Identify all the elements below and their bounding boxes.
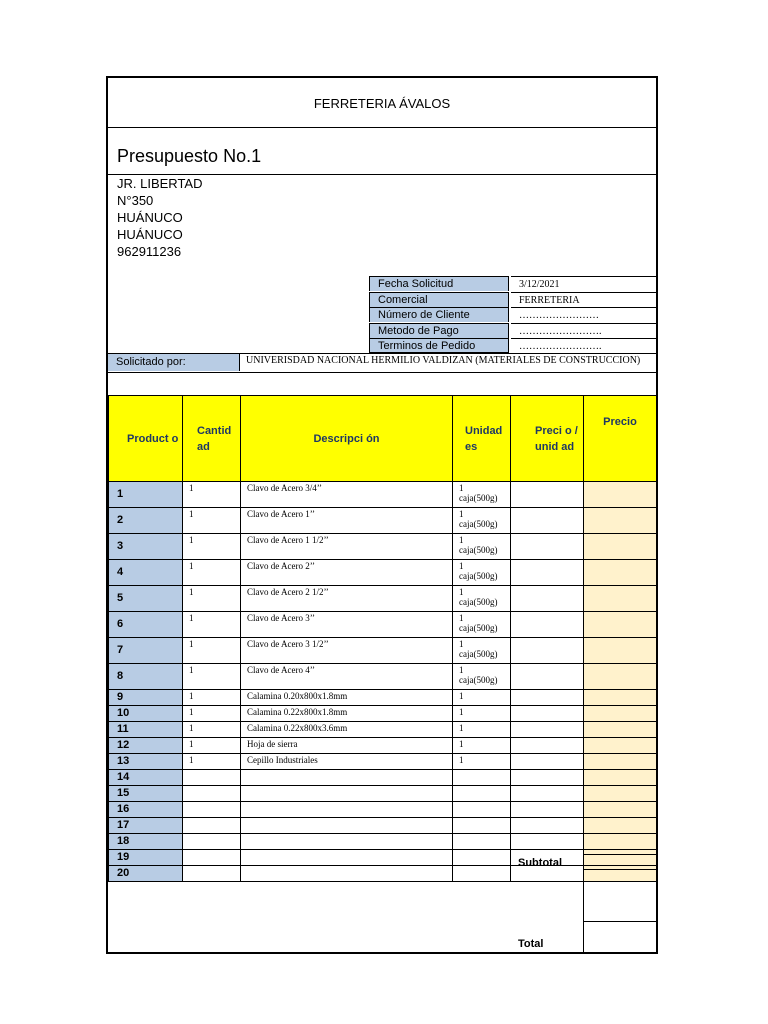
product-number-cell: 4	[109, 560, 183, 586]
requested-by-value: UNIVERISDAD NACIONAL HERMILIO VALDIZAN (MATERIALES DE CONSTRUCCION)	[246, 355, 641, 366]
table-row	[109, 866, 657, 882]
description-cell	[241, 834, 453, 850]
description-cell: Calamina 0.22x800x1.8mm	[241, 706, 453, 722]
units-quantity: 1	[459, 535, 464, 545]
column-header-price: Precio	[584, 396, 657, 482]
column-header-unit-price: Preci o / unid ad	[511, 396, 584, 482]
column-header-quantity: Cantid ad	[183, 396, 241, 482]
unit-price-cell	[511, 586, 584, 612]
quantity-cell	[183, 866, 241, 882]
info-row	[369, 276, 656, 292]
unit-price-cell	[511, 612, 584, 638]
units-cell	[453, 706, 511, 722]
price-cell	[584, 508, 657, 534]
units-cell	[453, 850, 511, 866]
price-cell	[584, 802, 657, 818]
units-cell	[453, 482, 511, 508]
table-row	[109, 770, 657, 786]
price-cell	[584, 482, 657, 508]
units-quantity: 1	[459, 483, 464, 493]
product-number-cell: 6	[109, 612, 183, 638]
table-row	[109, 508, 657, 534]
phone-number: 962911236	[117, 244, 182, 259]
divider	[108, 127, 656, 128]
info-row	[369, 307, 656, 323]
price-cell	[584, 722, 657, 738]
address-line: N°350	[117, 193, 154, 208]
description-cell: Cepillo Industriales	[241, 754, 453, 770]
table-row	[109, 738, 657, 754]
table-row	[109, 850, 657, 866]
unit-price-cell	[511, 706, 584, 722]
quantity-cell: 1	[183, 664, 241, 690]
quantity-cell	[183, 818, 241, 834]
table-row	[109, 818, 657, 834]
product-number-cell: 10	[109, 706, 183, 722]
tax-value-cell	[583, 869, 656, 922]
product-number-cell: 20	[109, 866, 183, 882]
price-cell	[584, 706, 657, 722]
column-header-product: Product o	[109, 396, 183, 482]
price-cell	[584, 534, 657, 560]
product-number-cell: 8	[109, 664, 183, 690]
description-cell	[241, 866, 453, 882]
table-row	[109, 722, 657, 738]
description-cell: Clavo de Acero 4’’	[241, 664, 453, 690]
quantity-cell: 1	[183, 482, 241, 508]
quantity-cell: 1	[183, 690, 241, 706]
unit-price-cell	[511, 738, 584, 754]
product-number-cell: 5	[109, 586, 183, 612]
quantity-cell	[183, 802, 241, 818]
quote-document	[106, 76, 658, 954]
units-quantity: 1	[459, 665, 464, 675]
unit-price-cell	[511, 508, 584, 534]
units-quantity: 1	[459, 587, 464, 597]
description-cell: Clavo de Acero 1’’	[241, 508, 453, 534]
info-label: Comercial	[369, 292, 509, 307]
quantity-cell	[183, 834, 241, 850]
description-cell: Clavo de Acero 3’’	[241, 612, 453, 638]
unit-price-cell	[511, 770, 584, 786]
unit-price-cell	[511, 534, 584, 560]
units-quantity: 1	[459, 739, 464, 749]
quote-title: Presupuesto No.1	[117, 146, 262, 166]
units-cell	[453, 802, 511, 818]
price-cell	[584, 664, 657, 690]
quantity-cell	[183, 786, 241, 802]
price-cell	[584, 560, 657, 586]
product-number-cell: 7	[109, 638, 183, 664]
unit-price-cell	[511, 786, 584, 802]
units-cell	[453, 560, 511, 586]
address-line: HUÁNUCO	[117, 210, 183, 225]
product-number-cell: 19	[109, 850, 183, 866]
units-package: caja(500g)	[459, 519, 498, 529]
address-line: JR. LIBERTAD	[117, 176, 203, 191]
price-cell	[584, 690, 657, 706]
units-package: caja(500g)	[459, 675, 498, 685]
quantity-cell: 1	[183, 560, 241, 586]
quantity-cell: 1	[183, 738, 241, 754]
table-row	[109, 638, 657, 664]
requested-by-label: Solicitado por:	[108, 354, 240, 371]
info-row	[369, 338, 656, 354]
info-label: Fecha Solicitud	[369, 276, 509, 291]
product-number-cell: 15	[109, 786, 183, 802]
unit-price-cell	[511, 754, 584, 770]
table-header-row	[109, 396, 657, 482]
units-quantity: 1	[459, 755, 464, 765]
product-number-cell: 9	[109, 690, 183, 706]
column-header-description: Descripci ón	[241, 396, 453, 482]
units-package: caja(500g)	[459, 597, 498, 607]
product-number-cell: 18	[109, 834, 183, 850]
price-cell	[584, 612, 657, 638]
quantity-cell: 1	[183, 754, 241, 770]
description-cell: Clavo de Acero 2’’	[241, 560, 453, 586]
price-cell	[584, 586, 657, 612]
table-row	[109, 664, 657, 690]
price-cell	[584, 770, 657, 786]
product-number-cell: 14	[109, 770, 183, 786]
unit-price-cell	[511, 818, 584, 834]
product-number-cell: 12	[109, 738, 183, 754]
product-number-cell: 16	[109, 802, 183, 818]
description-cell: Clavo de Acero 3 1/2’’	[241, 638, 453, 664]
units-package: caja(500g)	[459, 623, 498, 633]
units-package: caja(500g)	[459, 571, 498, 581]
units-quantity: 1	[459, 561, 464, 571]
description-cell	[241, 786, 453, 802]
price-cell	[584, 754, 657, 770]
table-row	[109, 612, 657, 638]
product-number-cell: 17	[109, 818, 183, 834]
info-value: …………………….	[511, 323, 657, 338]
quantity-cell: 1	[183, 612, 241, 638]
units-package: caja(500g)	[459, 545, 498, 555]
product-number-cell: 13	[109, 754, 183, 770]
table-row	[109, 834, 657, 850]
company-name: FERRETERIA ÁVALOS	[313, 96, 451, 111]
address-line: HUÁNUCO	[117, 227, 183, 242]
table-row	[109, 802, 657, 818]
description-cell: Calamina 0.20x800x1.8mm	[241, 690, 453, 706]
product-number-cell: 11	[109, 722, 183, 738]
requested-by-row	[108, 353, 656, 373]
units-cell	[453, 586, 511, 612]
units-cell	[453, 866, 511, 882]
price-cell	[584, 638, 657, 664]
info-label: Número de Cliente	[369, 307, 509, 322]
description-cell	[241, 802, 453, 818]
units-quantity: 1	[459, 691, 464, 701]
units-quantity: 1	[459, 509, 464, 519]
total-value-cell	[583, 921, 656, 952]
quantity-cell: 1	[183, 508, 241, 534]
table-row	[109, 706, 657, 722]
quantity-cell: 1	[183, 722, 241, 738]
info-value: FERRETERIA	[511, 292, 657, 307]
table-row	[109, 586, 657, 612]
quantity-cell	[183, 770, 241, 786]
product-number-cell: 1	[109, 482, 183, 508]
description-cell: Clavo de Acero 1 1/2’’	[241, 534, 453, 560]
info-value: …………………….	[511, 338, 657, 353]
units-quantity: 1	[459, 639, 464, 649]
table-row	[109, 560, 657, 586]
quantity-cell: 1	[183, 586, 241, 612]
units-cell	[453, 754, 511, 770]
description-cell: Clavo de Acero 2 1/2’’	[241, 586, 453, 612]
description-cell: Clavo de Acero 3/4’’	[241, 482, 453, 508]
quantity-cell	[183, 850, 241, 866]
unit-price-cell	[511, 482, 584, 508]
quantity-cell: 1	[183, 534, 241, 560]
description-cell: Hoja de sierra	[241, 738, 453, 754]
unit-price-cell	[511, 638, 584, 664]
items-table	[108, 395, 657, 882]
units-cell	[453, 612, 511, 638]
description-cell	[241, 850, 453, 866]
price-cell	[584, 818, 657, 834]
units-cell	[453, 770, 511, 786]
unit-price-cell	[511, 834, 584, 850]
product-number-cell: 2	[109, 508, 183, 534]
units-cell	[453, 834, 511, 850]
units-cell	[453, 786, 511, 802]
price-cell	[584, 834, 657, 850]
units-cell	[453, 664, 511, 690]
units-cell	[453, 690, 511, 706]
units-package: caja(500g)	[459, 493, 498, 503]
info-label: Terminos de Pedido	[369, 338, 509, 353]
units-cell	[453, 534, 511, 560]
units-quantity: 1	[459, 707, 464, 717]
description-cell: Calamina 0.22x800x3.6mm	[241, 722, 453, 738]
price-cell	[584, 786, 657, 802]
table-row	[109, 754, 657, 770]
info-value: 3/12/2021	[511, 276, 657, 291]
info-row	[369, 323, 656, 339]
total-label: Total	[518, 938, 544, 950]
units-cell	[453, 638, 511, 664]
subtotal-value-cell	[583, 854, 656, 870]
units-package: caja(500g)	[459, 649, 498, 659]
table-row	[109, 690, 657, 706]
table-row	[109, 786, 657, 802]
info-table	[369, 276, 656, 354]
unit-price-cell	[511, 664, 584, 690]
units-cell	[453, 818, 511, 834]
product-number-cell: 3	[109, 534, 183, 560]
unit-price-cell	[511, 690, 584, 706]
unit-price-cell	[511, 722, 584, 738]
unit-price-cell	[511, 802, 584, 818]
units-cell	[453, 738, 511, 754]
description-cell	[241, 770, 453, 786]
info-value: ……………………	[511, 307, 657, 322]
info-row	[369, 292, 656, 308]
units-quantity: 1	[459, 613, 464, 623]
column-header-units: Unidad es	[453, 396, 511, 482]
subtotal-label: Subtotal	[518, 857, 562, 869]
description-cell	[241, 818, 453, 834]
quantity-cell: 1	[183, 706, 241, 722]
table-row	[109, 534, 657, 560]
units-cell	[453, 508, 511, 534]
unit-price-cell	[511, 560, 584, 586]
price-cell	[584, 738, 657, 754]
table-row	[109, 482, 657, 508]
units-cell	[453, 722, 511, 738]
quantity-cell: 1	[183, 638, 241, 664]
units-quantity: 1	[459, 723, 464, 733]
info-label: Metodo de Pago	[369, 323, 509, 338]
